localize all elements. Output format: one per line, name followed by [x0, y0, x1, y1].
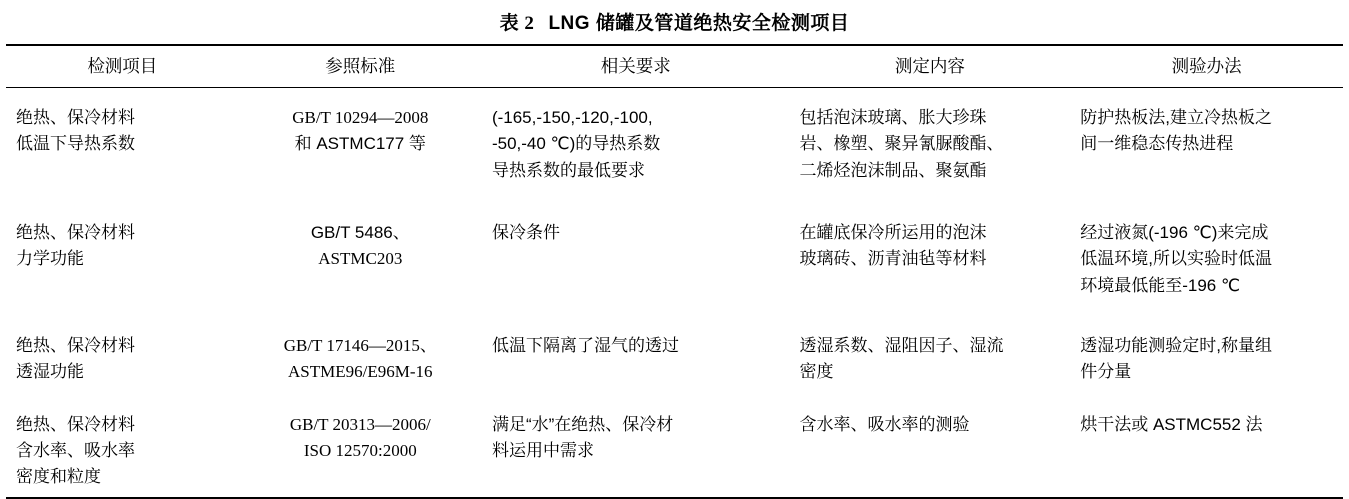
column-header-item: 检测项目 — [6, 45, 239, 88]
cell-content: 在罐底保冷所运用的泡沫 玻璃砖、沥青油毡等材料 — [799, 223, 987, 269]
cell-standard: GB/T 20313—2006/ ISO 12570:2000 — [289, 414, 431, 461]
cell-method: 透湿功能测验定时,称量组 件分量 — [1080, 336, 1272, 382]
cell-method: 防护热板法,建立冷热板之 间一维稳态传热进程 — [1070, 88, 1343, 205]
table-bottom-rule — [6, 497, 1343, 499]
cell-item: 绝热、保冷材料 透湿功能 — [16, 336, 135, 382]
table-row — [6, 88, 1343, 205]
cell-requirement: 满足“水”在绝热、保冷材 料运用中需求 — [491, 414, 674, 461]
table-row — [6, 319, 1343, 400]
cell-content: 含水率、吸水率的测验 — [799, 414, 970, 434]
cell-item: 绝热、保冷材料 低温下导热系数 — [6, 88, 239, 205]
cell-standard: GB/T 5486、 ASTMC203 — [310, 223, 410, 269]
table-header-row — [6, 45, 1343, 88]
cell-item: 绝热、保冷材料 力学功能 — [16, 223, 135, 269]
caption-title: LNG 储罐及管道绝热安全检测项目 — [548, 13, 850, 34]
column-header-method: 测验办法 — [1070, 45, 1343, 88]
table-head — [6, 45, 1343, 88]
column-header-content: 测定内容 — [789, 45, 1070, 88]
cell-method: 经过液氮(-196 ℃)来完成 低温环境,所以实验时低温 环境最低能至-196 ℃ — [1080, 223, 1272, 295]
column-header-standard: 参照标准 — [239, 45, 482, 88]
column-header-requirement: 相关要求 — [482, 45, 790, 88]
caption-number: 表 2 — [499, 13, 535, 34]
cell-item: 绝热、保冷材料 含水率、吸水率 密度和粒度 — [16, 414, 135, 487]
cell-requirement: 低温下隔离了湿气的透过 — [491, 336, 679, 356]
cell-requirement: 保冷条件 — [491, 223, 560, 243]
table-caption — [6, 0, 1343, 44]
cell-standard: GB/T 17146—2015、 ASTME96/E96M-16 — [283, 336, 437, 382]
cell-standard: GB/T 10294—2008 和 ASTMC177 等 — [239, 88, 482, 205]
cell-content: 透湿系数、湿阻因子、湿流 密度 — [799, 336, 1004, 382]
table-row — [6, 204, 1343, 319]
cell-requirement: (-165,-150,-120,-100, -50,-40 ℃)的导热系数 导热系数的最低要求 — [482, 88, 790, 205]
detection-items-table — [6, 44, 1343, 497]
table-row — [6, 400, 1343, 497]
cell-content: 包括泡沫玻璃、胀大珍珠 岩、橡塑、聚异氰脲酸酯、 二烯烃泡沫制品、聚氨酯 — [789, 88, 1070, 205]
cell-method: 烘干法或 ASTMC552 法 — [1080, 414, 1263, 434]
table-body — [6, 88, 1343, 497]
